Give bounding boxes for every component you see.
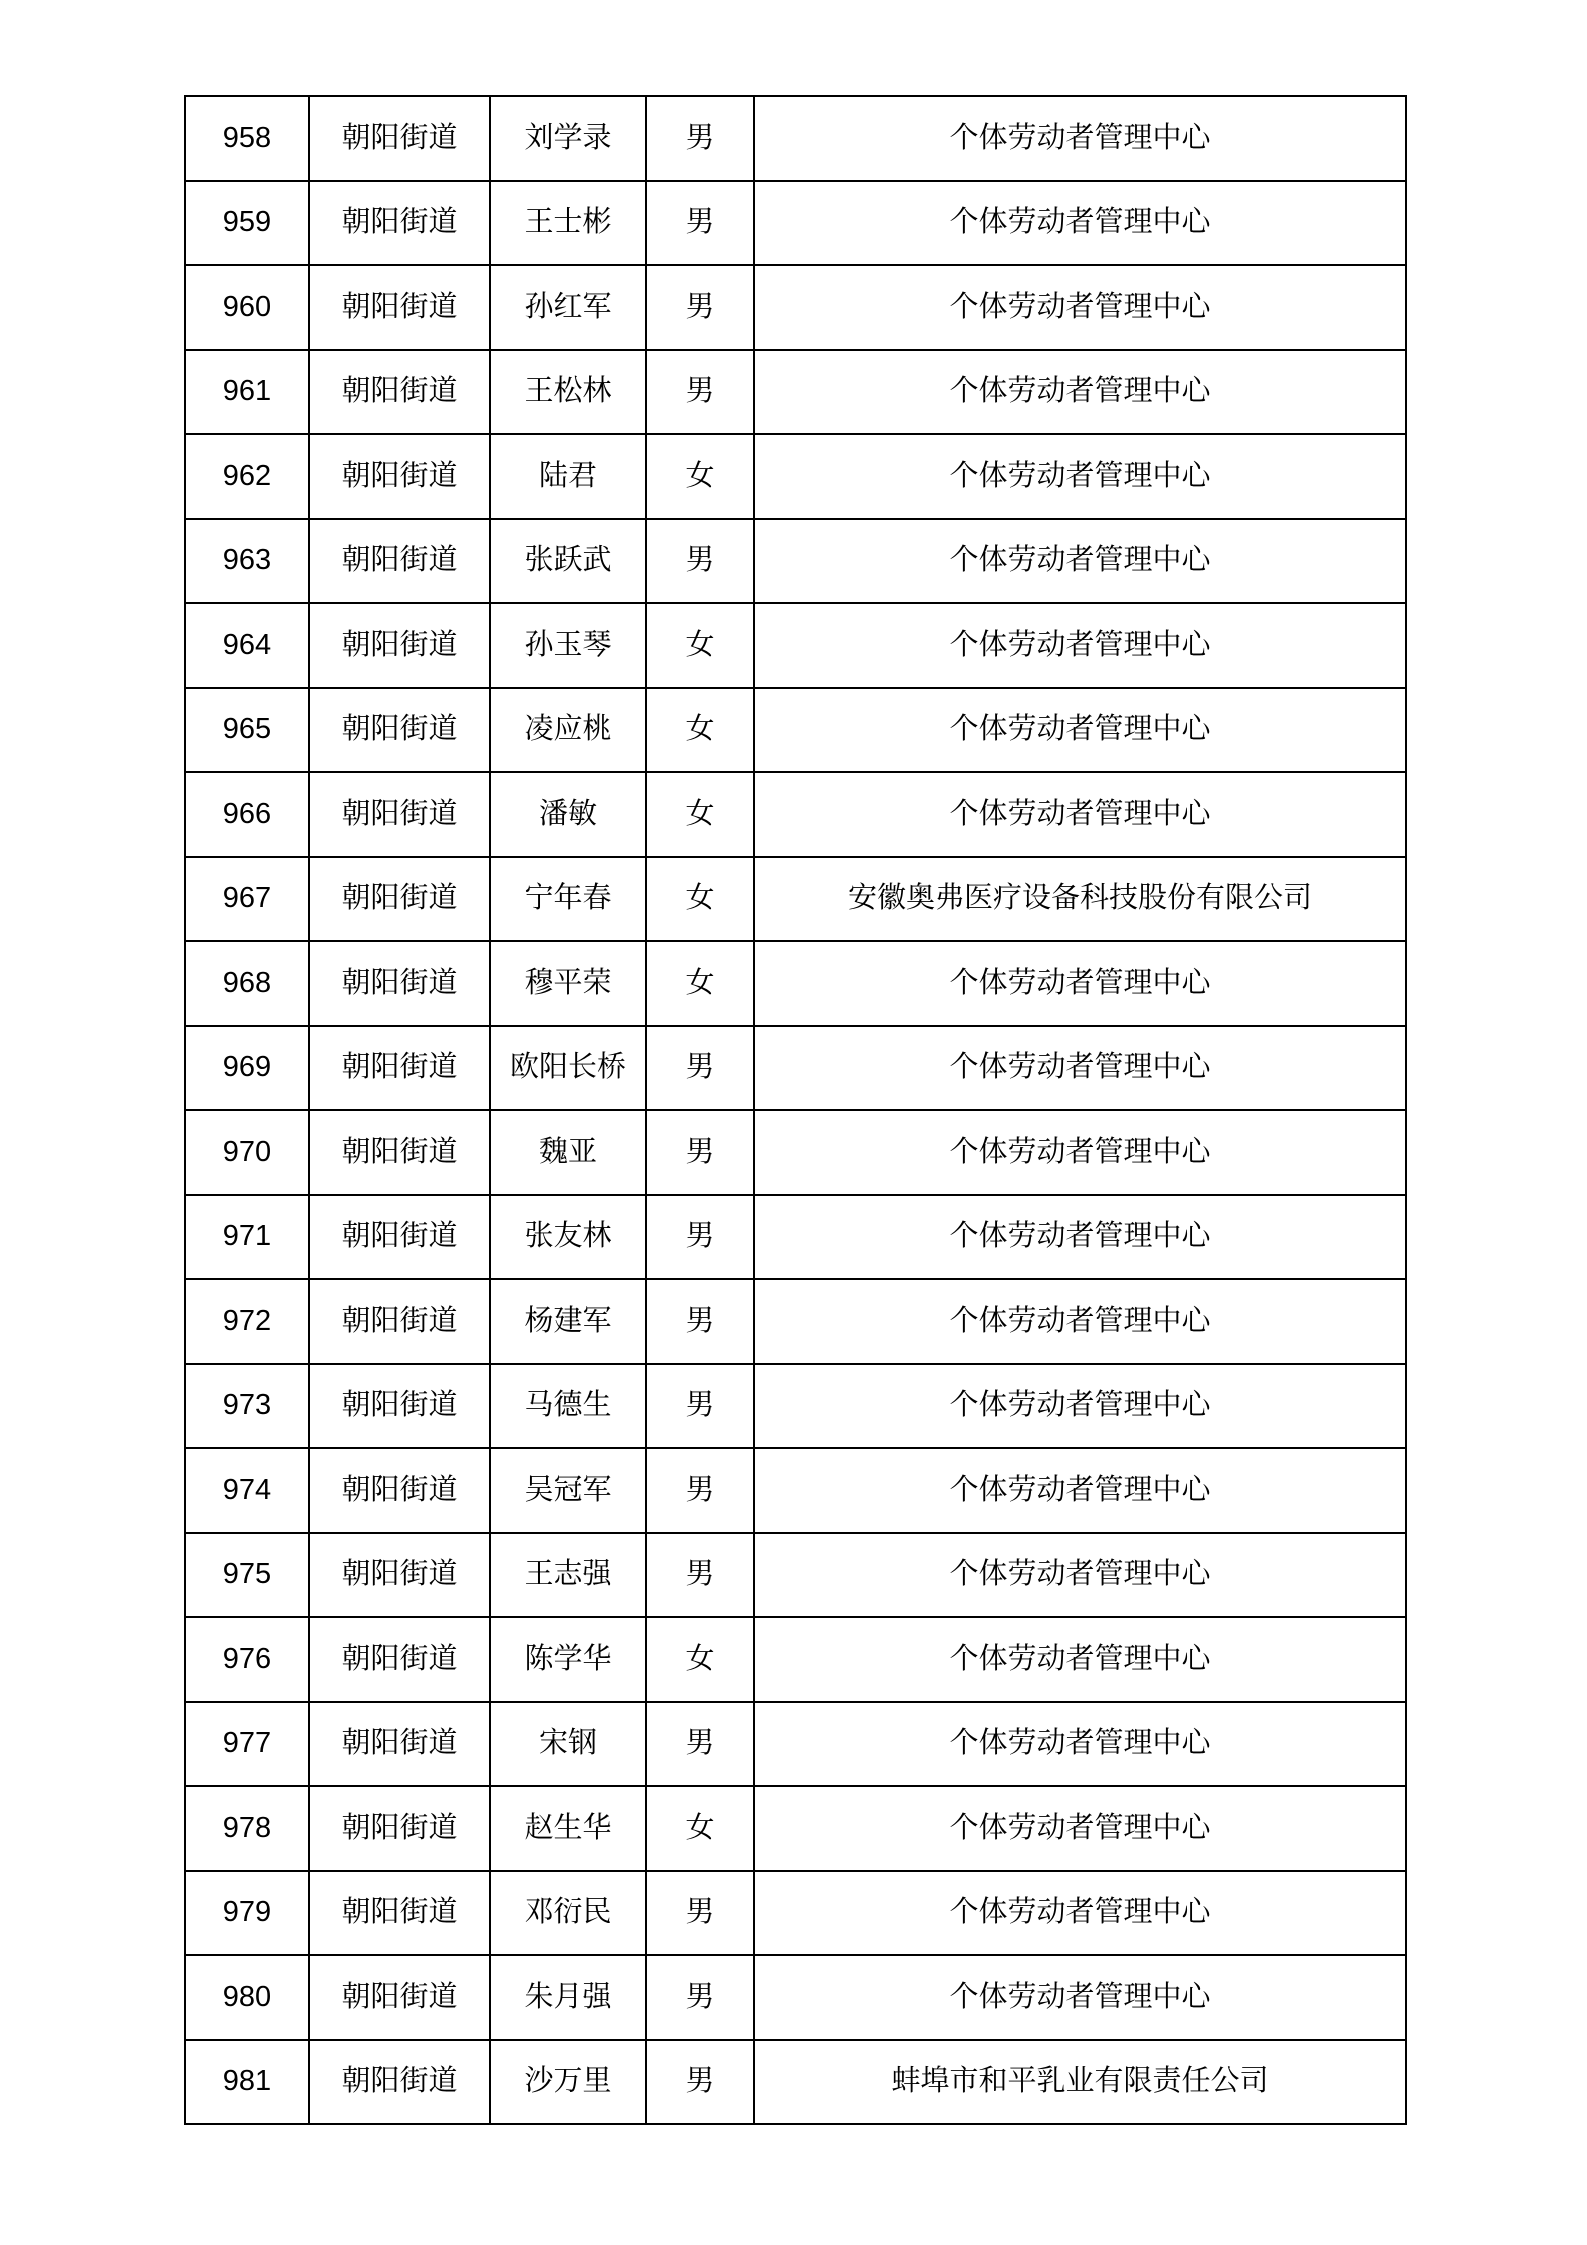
- cell-work-unit: 个体劳动者管理中心: [754, 1702, 1406, 1787]
- table-row: [185, 1702, 1406, 1787]
- cell-street: 朝阳街道: [309, 181, 490, 266]
- cell-gender: 男: [646, 1448, 754, 1533]
- cell-name: 孙红军: [490, 265, 646, 350]
- table-row: [185, 1871, 1406, 1956]
- cell-name: 陆君: [490, 434, 646, 519]
- cell-street: 朝阳街道: [309, 1195, 490, 1280]
- cell-work-unit: 个体劳动者管理中心: [754, 1786, 1406, 1871]
- cell-serial-number: 965: [185, 688, 309, 773]
- cell-work-unit: 个体劳动者管理中心: [754, 1448, 1406, 1533]
- cell-gender: 男: [646, 1533, 754, 1618]
- cell-gender: 男: [646, 350, 754, 435]
- table-row: [185, 96, 1406, 181]
- cell-gender: 男: [646, 1279, 754, 1364]
- cell-gender: 男: [646, 1871, 754, 1956]
- cell-serial-number: 964: [185, 603, 309, 688]
- table-row: [185, 772, 1406, 857]
- cell-work-unit: 个体劳动者管理中心: [754, 96, 1406, 181]
- table-row: [185, 1364, 1406, 1449]
- cell-name: 刘学录: [490, 96, 646, 181]
- cell-serial-number: 969: [185, 1026, 309, 1111]
- cell-gender: 女: [646, 1786, 754, 1871]
- cell-street: 朝阳街道: [309, 519, 490, 604]
- roster-table: [184, 95, 1407, 2125]
- cell-serial-number: 966: [185, 772, 309, 857]
- cell-work-unit: 个体劳动者管理中心: [754, 941, 1406, 1026]
- cell-serial-number: 960: [185, 265, 309, 350]
- cell-gender: 男: [646, 1364, 754, 1449]
- cell-gender: 男: [646, 181, 754, 266]
- cell-street: 朝阳街道: [309, 857, 490, 942]
- cell-gender: 男: [646, 1195, 754, 1280]
- cell-street: 朝阳街道: [309, 1110, 490, 1195]
- table-row: [185, 265, 1406, 350]
- cell-name: 陈学华: [490, 1617, 646, 1702]
- cell-street: 朝阳街道: [309, 96, 490, 181]
- cell-work-unit: 个体劳动者管理中心: [754, 181, 1406, 266]
- cell-name: 沙万里: [490, 2040, 646, 2125]
- cell-name: 孙玉琴: [490, 603, 646, 688]
- table-row: [185, 1195, 1406, 1280]
- table-row: [185, 1955, 1406, 2040]
- cell-serial-number: 977: [185, 1702, 309, 1787]
- cell-gender: 女: [646, 772, 754, 857]
- cell-street: 朝阳街道: [309, 1533, 490, 1618]
- cell-serial-number: 974: [185, 1448, 309, 1533]
- cell-street: 朝阳街道: [309, 1871, 490, 1956]
- cell-street: 朝阳街道: [309, 1026, 490, 1111]
- cell-street: 朝阳街道: [309, 1364, 490, 1449]
- cell-street: 朝阳街道: [309, 941, 490, 1026]
- cell-name: 吴冠军: [490, 1448, 646, 1533]
- cell-gender: 男: [646, 1026, 754, 1111]
- cell-serial-number: 976: [185, 1617, 309, 1702]
- cell-work-unit: 个体劳动者管理中心: [754, 265, 1406, 350]
- cell-gender: 男: [646, 1702, 754, 1787]
- cell-serial-number: 971: [185, 1195, 309, 1280]
- table-row: [185, 688, 1406, 773]
- cell-serial-number: 972: [185, 1279, 309, 1364]
- cell-work-unit: 个体劳动者管理中心: [754, 1955, 1406, 2040]
- table-row: [185, 1617, 1406, 1702]
- cell-gender: 男: [646, 1110, 754, 1195]
- cell-street: 朝阳街道: [309, 1786, 490, 1871]
- table-row: [185, 350, 1406, 435]
- cell-name: 王志强: [490, 1533, 646, 1618]
- cell-name: 王松林: [490, 350, 646, 435]
- table-row: [185, 1533, 1406, 1618]
- cell-gender: 男: [646, 2040, 754, 2125]
- cell-gender: 男: [646, 1955, 754, 2040]
- cell-work-unit: 个体劳动者管理中心: [754, 688, 1406, 773]
- cell-name: 张友林: [490, 1195, 646, 1280]
- table-body: [185, 96, 1406, 2124]
- table-row: [185, 941, 1406, 1026]
- cell-name: 穆平荣: [490, 941, 646, 1026]
- cell-work-unit: 个体劳动者管理中心: [754, 1026, 1406, 1111]
- cell-street: 朝阳街道: [309, 772, 490, 857]
- cell-street: 朝阳街道: [309, 688, 490, 773]
- cell-name: 凌应桃: [490, 688, 646, 773]
- cell-gender: 女: [646, 1617, 754, 1702]
- table-row: [185, 1110, 1406, 1195]
- cell-work-unit: 个体劳动者管理中心: [754, 1279, 1406, 1364]
- cell-street: 朝阳街道: [309, 265, 490, 350]
- cell-serial-number: 979: [185, 1871, 309, 1956]
- cell-work-unit: 个体劳动者管理中心: [754, 434, 1406, 519]
- cell-serial-number: 958: [185, 96, 309, 181]
- cell-serial-number: 967: [185, 857, 309, 942]
- cell-name: 杨建军: [490, 1279, 646, 1364]
- cell-work-unit: 个体劳动者管理中心: [754, 772, 1406, 857]
- cell-work-unit: 安徽奥弗医疗设备科技股份有限公司: [754, 857, 1406, 942]
- cell-street: 朝阳街道: [309, 1617, 490, 1702]
- cell-gender: 女: [646, 688, 754, 773]
- cell-name: 赵生华: [490, 1786, 646, 1871]
- cell-serial-number: 981: [185, 2040, 309, 2125]
- cell-name: 欧阳长桥: [490, 1026, 646, 1111]
- cell-name: 王士彬: [490, 181, 646, 266]
- cell-gender: 女: [646, 434, 754, 519]
- cell-street: 朝阳街道: [309, 1955, 490, 2040]
- cell-street: 朝阳街道: [309, 1702, 490, 1787]
- table-row: [185, 1026, 1406, 1111]
- cell-gender: 男: [646, 519, 754, 604]
- cell-street: 朝阳街道: [309, 1448, 490, 1533]
- cell-serial-number: 980: [185, 1955, 309, 2040]
- cell-name: 魏亚: [490, 1110, 646, 1195]
- cell-work-unit: 个体劳动者管理中心: [754, 519, 1406, 604]
- table-row: [185, 181, 1406, 266]
- cell-serial-number: 975: [185, 1533, 309, 1618]
- cell-name: 张跃武: [490, 519, 646, 604]
- table-row: [185, 1786, 1406, 1871]
- cell-work-unit: 个体劳动者管理中心: [754, 1110, 1406, 1195]
- cell-work-unit: 个体劳动者管理中心: [754, 350, 1406, 435]
- cell-work-unit: 个体劳动者管理中心: [754, 1617, 1406, 1702]
- table-row: [185, 857, 1406, 942]
- cell-serial-number: 973: [185, 1364, 309, 1449]
- cell-serial-number: 968: [185, 941, 309, 1026]
- cell-work-unit: 个体劳动者管理中心: [754, 1195, 1406, 1280]
- cell-work-unit: 个体劳动者管理中心: [754, 1364, 1406, 1449]
- table-row: [185, 2040, 1406, 2125]
- cell-gender: 男: [646, 96, 754, 181]
- cell-name: 邓衍民: [490, 1871, 646, 1956]
- cell-serial-number: 961: [185, 350, 309, 435]
- table-row: [185, 1448, 1406, 1533]
- cell-serial-number: 970: [185, 1110, 309, 1195]
- cell-street: 朝阳街道: [309, 2040, 490, 2125]
- cell-street: 朝阳街道: [309, 434, 490, 519]
- cell-serial-number: 978: [185, 1786, 309, 1871]
- table-row: [185, 519, 1406, 604]
- cell-name: 宋钢: [490, 1702, 646, 1787]
- cell-gender: 女: [646, 857, 754, 942]
- table-row: [185, 1279, 1406, 1364]
- cell-gender: 女: [646, 603, 754, 688]
- cell-gender: 男: [646, 265, 754, 350]
- cell-serial-number: 962: [185, 434, 309, 519]
- cell-work-unit: 个体劳动者管理中心: [754, 1533, 1406, 1618]
- cell-street: 朝阳街道: [309, 1279, 490, 1364]
- cell-name: 朱月强: [490, 1955, 646, 2040]
- cell-street: 朝阳街道: [309, 603, 490, 688]
- cell-work-unit: 蚌埠市和平乳业有限责任公司: [754, 2040, 1406, 2125]
- cell-serial-number: 963: [185, 519, 309, 604]
- cell-gender: 女: [646, 941, 754, 1026]
- cell-work-unit: 个体劳动者管理中心: [754, 603, 1406, 688]
- cell-name: 潘敏: [490, 772, 646, 857]
- cell-work-unit: 个体劳动者管理中心: [754, 1871, 1406, 1956]
- cell-street: 朝阳街道: [309, 350, 490, 435]
- cell-serial-number: 959: [185, 181, 309, 266]
- cell-name: 马德生: [490, 1364, 646, 1449]
- table-row: [185, 434, 1406, 519]
- cell-name: 宁年春: [490, 857, 646, 942]
- table-row: [185, 603, 1406, 688]
